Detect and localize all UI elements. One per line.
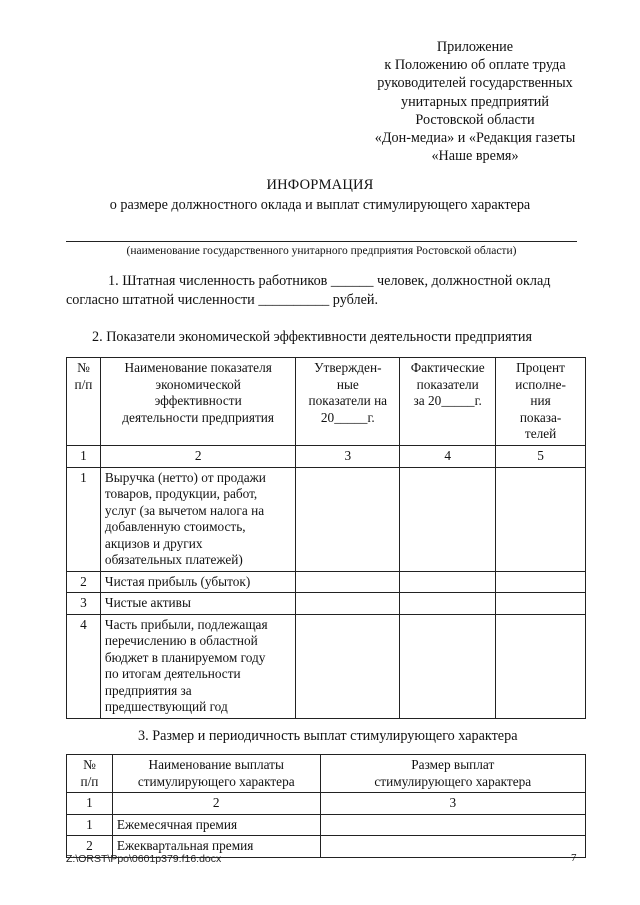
appendix-block — [330, 38, 620, 165]
appendix-line: «Дон-медиа» и «Редакция газеты — [374, 130, 576, 147]
actual-value-cell[interactable] — [400, 593, 496, 615]
header-indicator-name: Наименование показателя экономической эффективности деятельности предприятия — [100, 358, 295, 446]
section2-heading: 2. Показатели экономической эффективности деятельности предприятия — [92, 329, 532, 345]
footer-file-path: Z:\ORST\Ppo\0601p379.f16.docx — [66, 853, 222, 865]
column-number: 3 — [320, 793, 585, 815]
header-actual: Фактические показатели за 20_____г. — [400, 358, 496, 446]
appendix-line: Ростовской области — [415, 111, 535, 128]
column-number: 3 — [296, 446, 400, 468]
percent-value-cell[interactable] — [496, 571, 586, 593]
enterprise-name-line — [66, 241, 577, 242]
table-header-row — [67, 358, 586, 446]
appendix-line: унитарных предприятий — [400, 93, 549, 110]
actual-value-cell[interactable] — [400, 614, 496, 718]
approved-value-cell[interactable] — [296, 571, 400, 593]
actual-value-cell[interactable] — [400, 467, 496, 571]
table-row — [67, 571, 586, 593]
column-number: 2 — [112, 793, 320, 815]
percent-value-cell[interactable] — [496, 593, 586, 615]
column-number-row — [67, 793, 586, 815]
section3-heading: 3. Размер и периодичность выплат стимулирующего характера — [138, 728, 518, 744]
document-subtitle: о размере должностного оклада и выплат стимулирующего характера — [109, 197, 531, 213]
column-number: 5 — [496, 446, 586, 468]
column-number: 1 — [67, 793, 113, 815]
paragraph-staff-line1: 1. Штатная численность работников ______ человек, должностной оклад — [108, 273, 551, 289]
appendix-line: к Положению об оплате труда — [384, 57, 566, 74]
column-number: 1 — [67, 446, 101, 468]
row-number: 1 — [67, 814, 113, 836]
document-title: ИНФОРМАЦИЯ — [266, 177, 374, 193]
indicator-name: Чистая прибыль (убыток) — [100, 571, 295, 593]
footer-page-number: 7 — [571, 852, 577, 864]
table-row — [67, 593, 586, 615]
paragraph-staff — [66, 272, 579, 309]
payments-table — [66, 754, 586, 858]
table-row — [67, 814, 586, 836]
table-row — [67, 614, 586, 718]
appendix-line: руководителей государственных — [377, 75, 573, 92]
column-number-row — [67, 446, 586, 468]
table-row — [67, 467, 586, 571]
header-approved: Утвержден- ные показатели на 20_____г. — [296, 358, 400, 446]
percent-value-cell[interactable] — [496, 614, 586, 718]
indicator-name: Выручка (нетто) от продажи товаров, продукции, работ, услуг (за вычетом налога на добавленную стоимость, акцизов и других обязательных платежей) — [100, 467, 295, 571]
approved-value-cell[interactable] — [296, 593, 400, 615]
payment-size-cell[interactable] — [320, 814, 585, 836]
row-number: 3 — [67, 593, 101, 615]
table-header-row — [67, 755, 586, 793]
enterprise-name-caption: (наименование государственного унитарного предприятия Ростовской области) — [126, 245, 517, 257]
actual-value-cell[interactable] — [400, 571, 496, 593]
header-payment-name: Наименование выплаты стимулирующего характера — [112, 755, 320, 793]
row-number: 1 — [67, 467, 101, 571]
paragraph-staff-line2: согласно штатной численности __________ рублей. — [66, 291, 378, 308]
header-num: № п/п — [67, 358, 101, 446]
appendix-line: «Наше время» — [431, 148, 519, 165]
header-num: № п/п — [67, 755, 113, 793]
efficiency-table — [66, 357, 586, 719]
approved-value-cell[interactable] — [296, 467, 400, 571]
header-payment-size: Размер выплат стимулирующего характера — [320, 755, 585, 793]
column-number: 2 — [100, 446, 295, 468]
indicator-name: Часть прибыли, подлежащая перечислению в областной бюджет в планируемом году по итогам деятельности предприятия за предшествующий год — [100, 614, 295, 718]
row-number: 2 — [67, 836, 113, 858]
payment-size-cell[interactable] — [320, 836, 585, 858]
percent-value-cell[interactable] — [496, 467, 586, 571]
payment-name: Ежемесячная премия — [112, 814, 320, 836]
row-number: 4 — [67, 614, 101, 718]
approved-value-cell[interactable] — [296, 614, 400, 718]
appendix-line: Приложение — [436, 39, 514, 55]
header-percent: Процент исполне- ния показа- телей — [496, 358, 586, 446]
indicator-name: Чистые активы — [100, 593, 295, 615]
row-number: 2 — [67, 571, 101, 593]
column-number: 4 — [400, 446, 496, 468]
payment-name: Ежеквартальная премия — [112, 836, 320, 858]
